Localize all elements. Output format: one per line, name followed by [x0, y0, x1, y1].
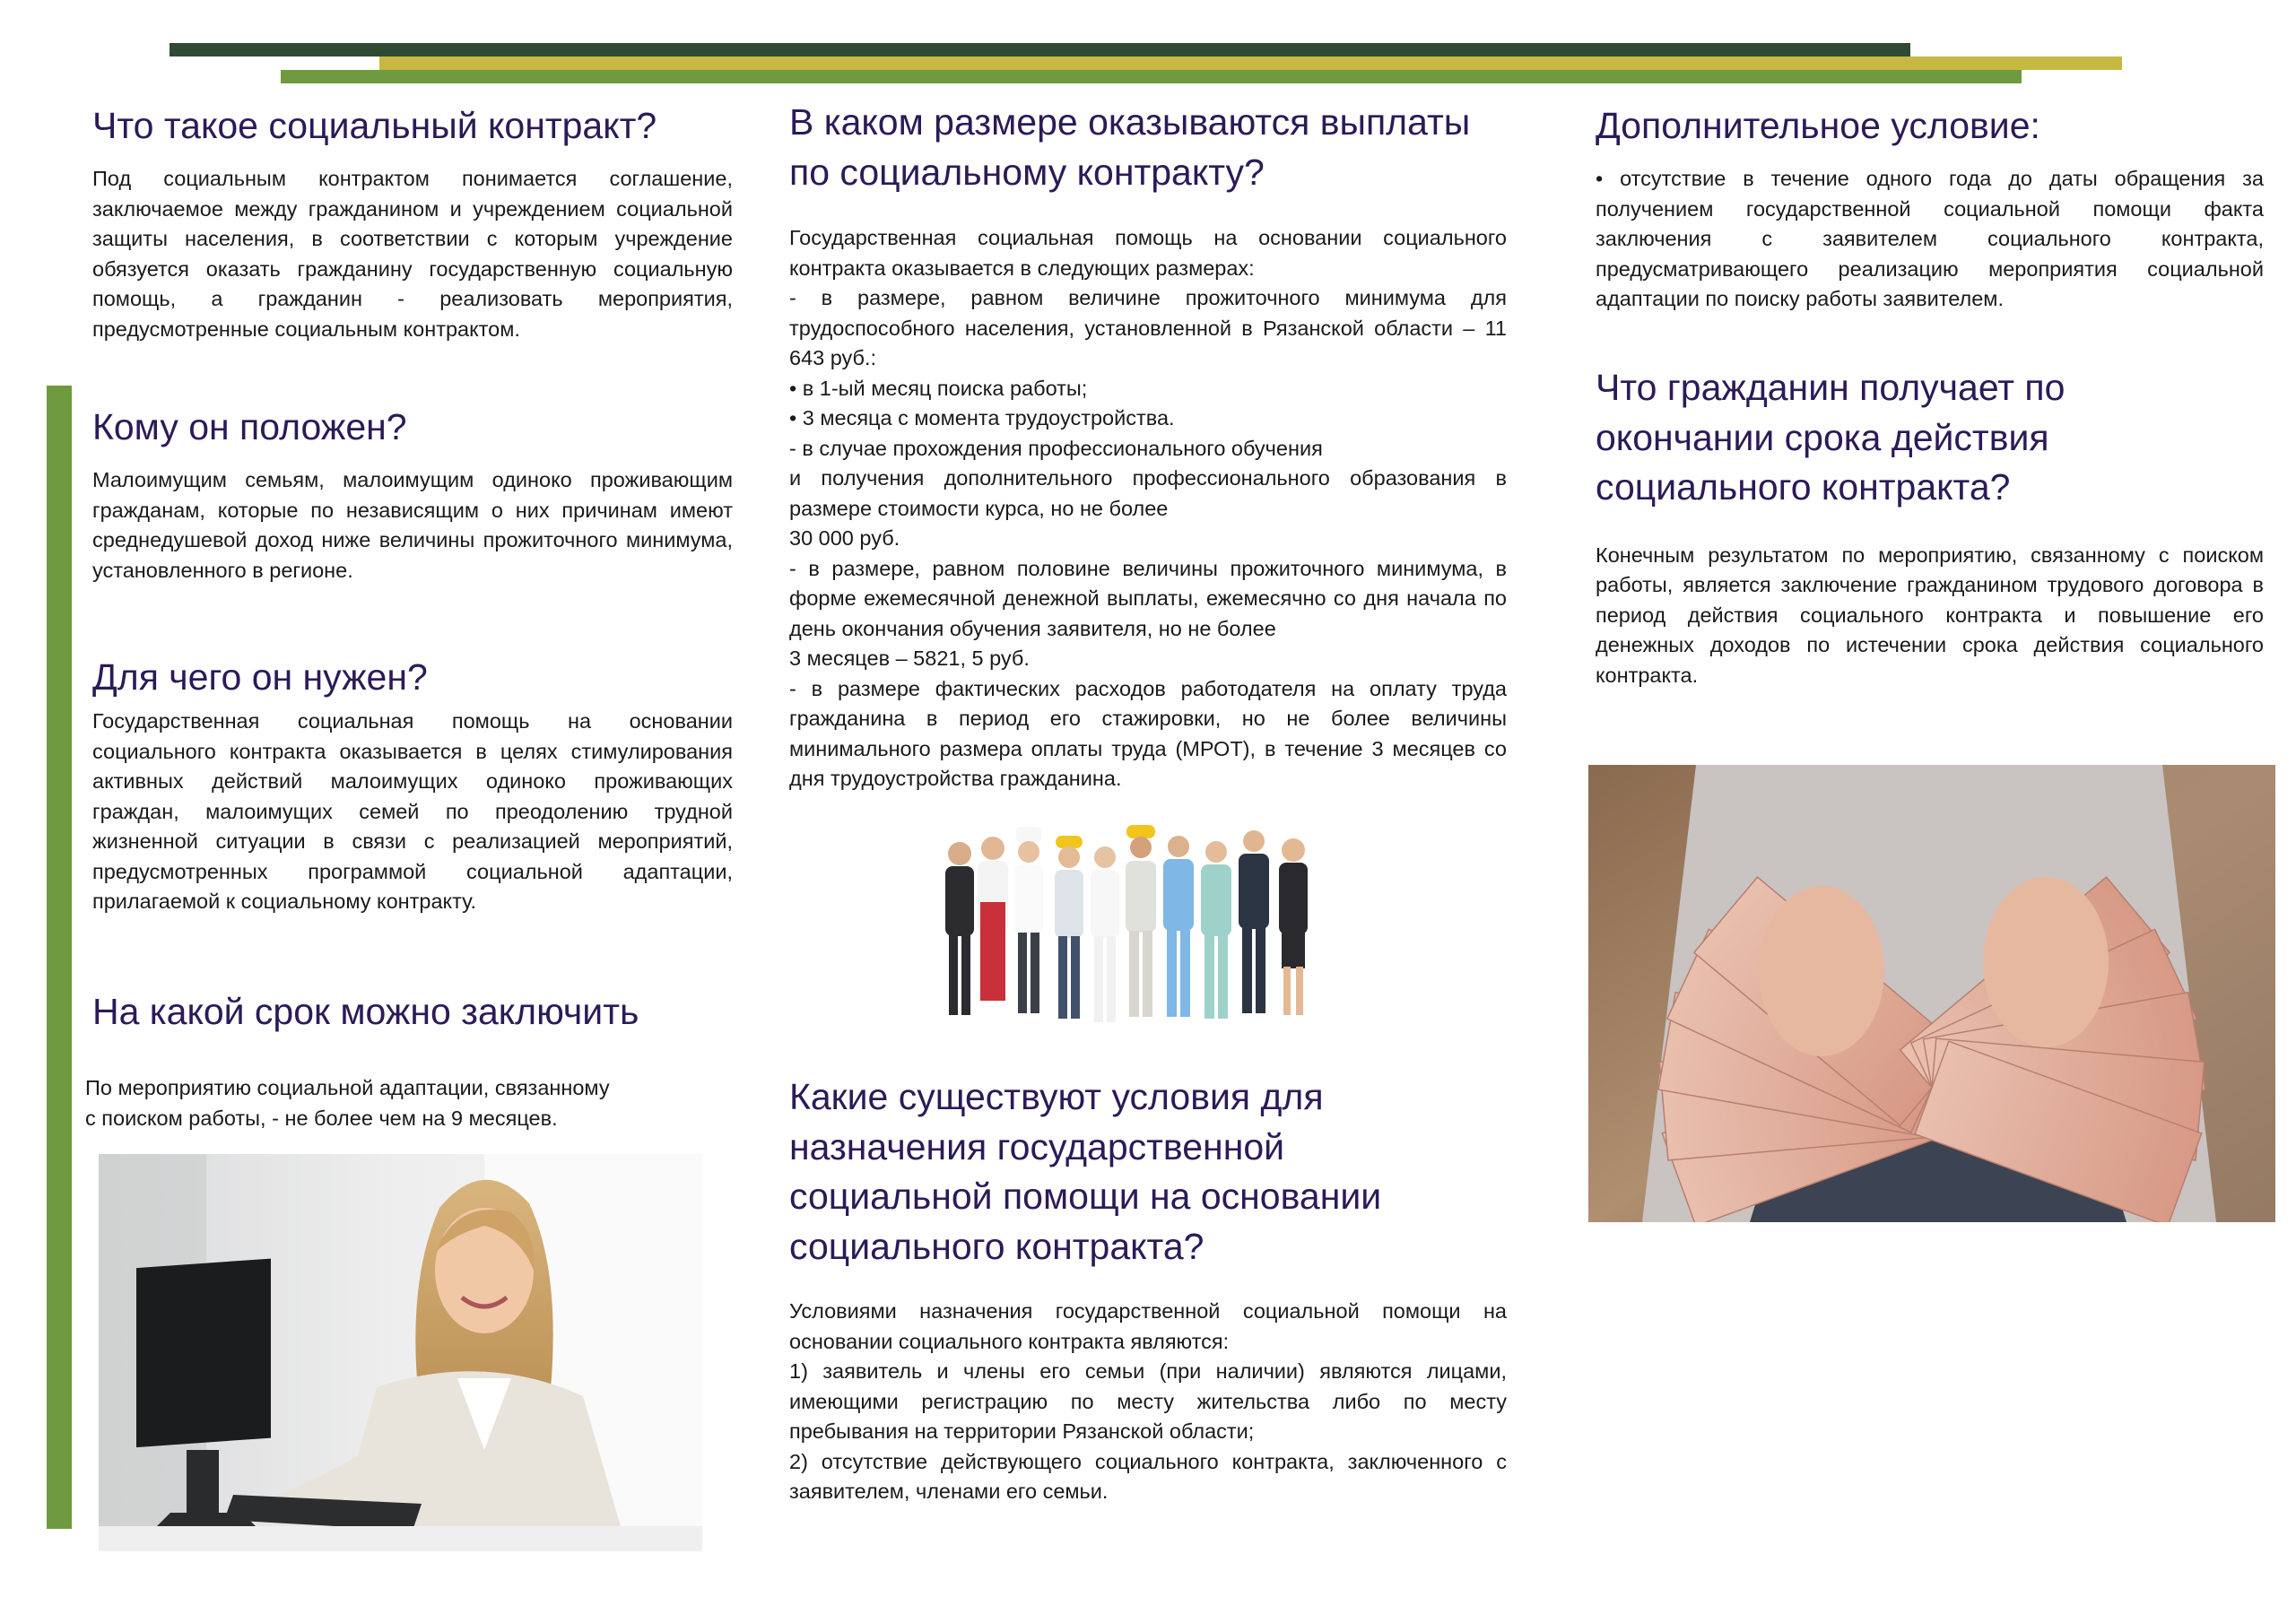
section-term [92, 986, 774, 1037]
heading-conditions-line1: Какие существуют условия для [789, 1076, 1324, 1117]
banknotes-in-hands-photo [1588, 765, 2275, 1222]
payment-half: - в размере, равном половине величины прожиточного минимума, в форме ежемесячной денежной выплаты, ежемесячно со дня начала по день окончания обучения заявителя, но не более [789, 556, 1507, 640]
section-result [1596, 363, 2264, 690]
heading-result-line1: Что гражданин получает по [1596, 367, 2066, 408]
text-additional-condition: • отсутствие в течение одного года до даты обращения за получением государственной социальной помощи факта заключения с заявителем социального контракта, предусматривающего реализацию мероприятия социальной адаптации по поиску работы заявителем. [1596, 167, 2264, 311]
payment-bullet-2: • 3 месяца с момента трудоустройства. [789, 406, 1175, 430]
heading-who: Кому он положен? [92, 406, 407, 447]
payment-bullet-1: • в 1-ый месяц поиска работы; [789, 376, 1088, 400]
woman-at-computer-photo [99, 1154, 702, 1551]
heading-conditions-line3: социальной помощи на основании [789, 1176, 1382, 1217]
heading-term: На какой срок можно заключить [92, 991, 639, 1032]
section-what-is [92, 100, 733, 344]
payment-training-cont: и получения дополнительного профессионального образования в размере стоимости курса, но не более [789, 466, 1507, 520]
heading-conditions-line2: назначения государственной [789, 1125, 1285, 1167]
text-term-line1: По мероприятию социальной адаптации, связанному [85, 1076, 610, 1099]
section-payment-size [789, 97, 1507, 794]
payment-training: - в случае прохождения профессионального обучения [789, 436, 1323, 460]
text-what-is: Под социальным контрактом понимается соглашение, заключаемое между гражданином и учреждением социальной защиты населения, в соответствии с которым учреждение обязуется оказать гражданину государственную социальную помощь, а гражданин - реализовать мероприятия, предусмотренные социальным контрактом. [92, 167, 733, 341]
payment-training-amount: 30 000 руб. [789, 526, 900, 550]
heading-why: Для чего он нужен? [92, 656, 428, 698]
conditions-item-2: 2) отсутствие действующего социального контракта, заключенного с заявителем, членами его семьи. [789, 1449, 1507, 1503]
heading-payment-line1: В каком размере оказываются выплаты [789, 101, 1471, 143]
section-additional-condition [1596, 100, 2264, 315]
payment-internship: - в размере фактических расходов работодателя на оплату труда гражданина в период его стажировки, но не более величины минимального размера оплаты труда (МРОТ), в течение 3 месяцев со дня трудоустройства гражданина. [789, 676, 1507, 790]
text-result: Конечным результатом по мероприятию, связанному с поиском работы, является заключение гражданином трудового договора в период действия социального контракта и повышение его денежных доходов по истечении срока действия социального контракта. [1596, 542, 2264, 687]
header-bar-gold [379, 56, 2122, 70]
header-bar-green [281, 70, 2022, 83]
section-why [92, 652, 733, 917]
heading-result-line3: социального контракта? [1596, 466, 2011, 508]
text-term-line2: с поиском работы, - не более чем на 9 месяцев. [85, 1106, 558, 1130]
conditions-item-1: 1) заявитель и члены его семьи (при наличии) являются лицами, имеющими регистрацию по месту жительства либо по месту пребывания на территории Рязанской области; [789, 1359, 1507, 1443]
heading-additional-condition: Дополнительное условие: [1596, 105, 2040, 146]
heading-payment-line2: по социальному контракту? [789, 152, 1265, 193]
header-bar-dark [170, 43, 1910, 56]
payment-intro: Государственная социальная помощь на основании социального контракта оказывается в следующих размерах: [789, 226, 1507, 280]
text-why: Государственная социальная помощь на основании социального контракта оказывается в целях стимулирования активных действий малоимущих одиноко проживающих граждан, малоимущих семей по преодолению трудной жизненной ситуации в связи с реализацией мероприятий, предусмотренных программой социальной адаптации, прилагаемой к социальному контракту. [92, 709, 733, 914]
text-term [85, 1073, 749, 1133]
payment-half-amount: 3 месяцев – 5821, 5 руб. [789, 647, 1030, 670]
professionals-group-photo [924, 818, 1372, 1051]
text-who: Малоимущим семьям, малоимущим одиноко проживающим гражданам, которые по независящим о них причинам имеют среднедушевой доход ниже величины прожиточного минимума, установленного в регионе. [92, 468, 733, 582]
conditions-intro: Условиями назначения государственной социальной помощи на основании социального контракта являются: [789, 1299, 1507, 1353]
heading-conditions-line4: социального контракта? [789, 1225, 1205, 1267]
heading-result-line2: окончании срока действия [1596, 416, 2049, 458]
section-conditions [789, 1072, 1507, 1507]
payment-living-wage: - в размере, равном величине прожиточного минимума для трудоспособного населения, установленной в Рязанской области – 11 643 руб.: [789, 286, 1507, 369]
section-who [92, 402, 733, 586]
heading-what-is: Что такое социальный контракт? [92, 105, 657, 146]
side-accent-bar [47, 386, 72, 1529]
